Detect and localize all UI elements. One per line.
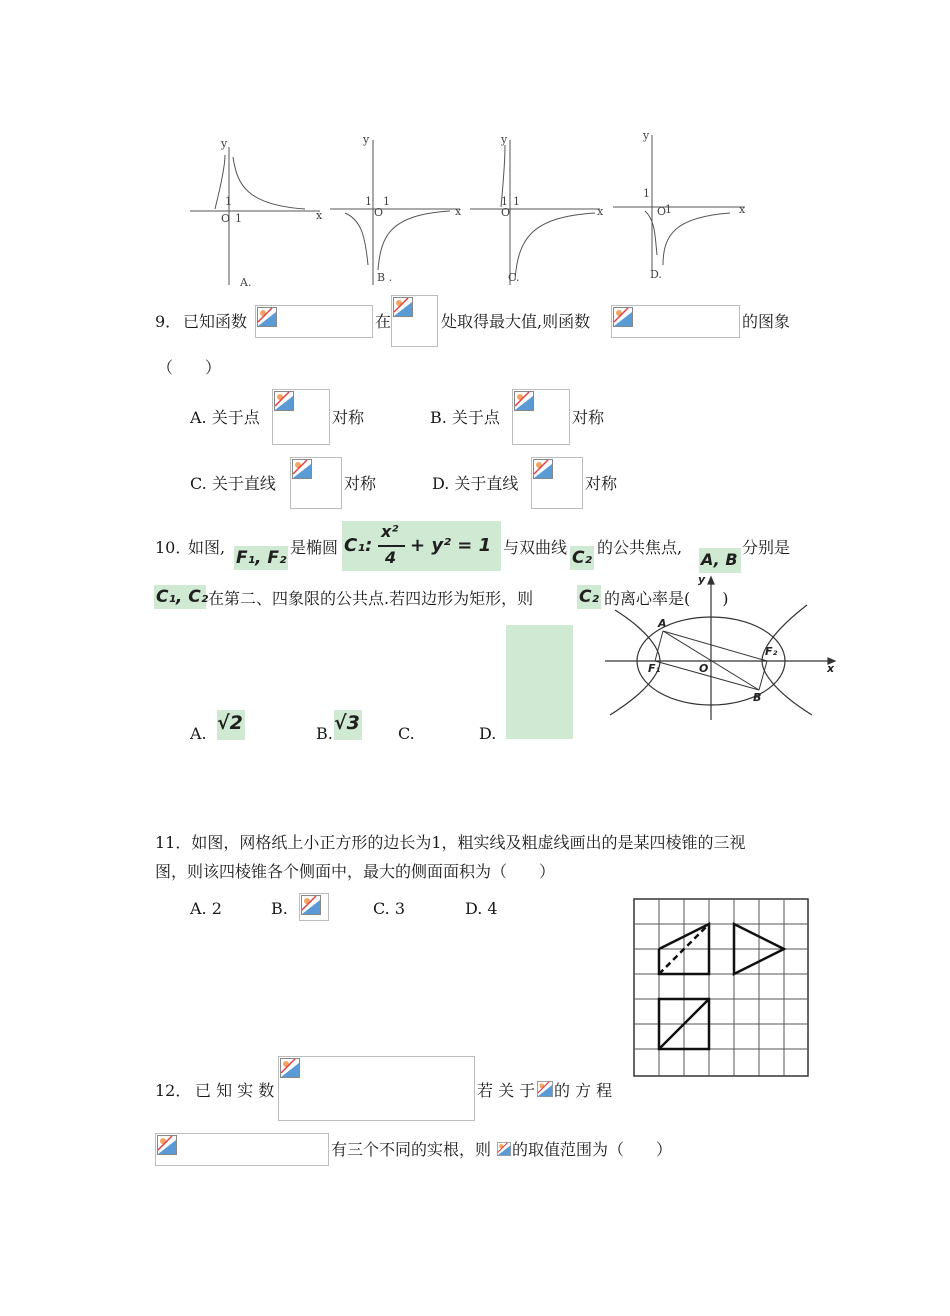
q9-text-2: 在 [375,312,392,331]
q10-fig-f1-label: F₁ [648,662,661,675]
q9-option-b-post: 对称 [572,408,605,427]
q11-option-b-image [299,893,329,921]
q10-text-6: 在第二、四象限的公共点.若四边形为矩形，则 [208,589,534,608]
image-placeholder-icon [533,459,553,479]
q10-text-2: 是椭圆 [290,538,339,557]
q9-option-d-pre: D. 关于直线 [432,474,519,493]
q10-fig-o-label: O [699,662,709,675]
svg-text:1: 1 [501,195,508,208]
q11-option-d: D. 4 [465,899,498,918]
image-placeholder-icon [514,391,534,411]
q8-graphs [185,125,755,295]
q12-variable-image-icon [537,1080,553,1098]
svg-text:1: 1 [365,195,372,208]
svg-text:1: 1 [665,203,672,216]
q9-option-c-pre: C. 关于直线 [190,474,276,493]
q9-point-image [391,295,438,347]
q9-formula-image [255,305,373,338]
q10-fig-f2-label: F₂ [765,645,778,658]
q10-c2: C₂ [572,548,592,568]
q12-text-3: 的 方 程 [554,1081,613,1100]
svg-text:y: y [643,129,650,142]
svg-text:x: x [597,205,604,218]
q11-option-c: C. 3 [373,899,406,918]
q10-option-a-value: √2 [217,712,243,734]
q10-text-1: 如图, [188,538,226,557]
image-placeholder-icon [257,307,277,327]
q10-option-a: A. [190,724,207,743]
svg-text:1: 1 [235,212,242,225]
image-placeholder-icon [613,307,633,327]
q10-option-c: C. [398,724,415,743]
image-placeholder-icon [393,297,413,317]
q10-ellipse-numerator: x² [381,522,399,541]
q10-option-b: B. [316,724,333,743]
q10-fig-y-label: y [698,575,706,586]
svg-text:x: x [316,209,323,222]
q8-option-d-label: D. [650,268,662,281]
q10-ellipse-hyperbola-figure [605,575,840,725]
q10-f1f2: F₁, F₂ [236,548,287,568]
q10-fraction-bar [378,545,405,547]
q9-text-4: 的图象 [742,312,791,331]
image-placeholder-icon [274,391,294,411]
q12-text-2: 若 关 于 [477,1081,536,1100]
q11-option-a: A. 2 [190,899,222,918]
svg-text:1: 1 [643,187,650,200]
q9-option-a-post: 对称 [332,408,365,427]
svg-text:x: x [739,203,746,216]
q9-option-a-pre: A. 关于点 [190,408,260,427]
q10-text-4: 的公共焦点, [597,538,683,557]
q10-ellipse-c1: C₁: [344,535,373,556]
q11-option-b: B. [271,899,288,918]
svg-text:y: y [363,133,370,146]
q10-c1c2: C₁, C₂ [156,587,209,607]
q10-text-5: 分别是 [742,538,791,557]
q10-option-c-image-highlight [506,625,573,739]
q9-function-image [611,305,740,338]
svg-text:y: y [501,133,508,146]
svg-text:O: O [374,206,384,219]
q12-equation-image [155,1133,329,1166]
q10-ab: A, B [701,550,738,569]
q10-c2b: C₂ [579,587,599,607]
q10-text-3: 与双曲线 [503,538,568,557]
q9-option-b-image [512,389,570,445]
q12-param-image-icon [497,1140,511,1158]
q8-option-a-label: A. [240,276,252,289]
image-placeholder-icon [301,895,321,915]
svg-text:O: O [501,206,511,219]
q9-number: 9． [155,312,182,331]
image-placeholder-icon [280,1058,300,1078]
svg-text:O: O [657,205,667,218]
q9-paren: （ ） [157,358,222,377]
q9-option-d-image [531,457,583,509]
q9-option-c-post: 对称 [344,474,377,493]
q12-text-5: 的取值范围为（ ） [512,1140,673,1159]
q10-text-7: 的离心率是( ) [604,589,729,608]
q11-line-2: 图，则该四棱锥各个侧面中，最大的侧面面积为（ ） [155,862,556,881]
svg-text:1: 1 [383,195,390,208]
q10-option-b-value: √3 [334,712,360,734]
q8-option-c-label: C. [508,271,520,284]
q10-fig-b-label: B [753,691,762,704]
svg-text:x: x [455,205,462,218]
svg-text:1: 1 [513,195,520,208]
q11-line-1: 11．如图，网格纸上小正方形的边长为1，粗实线及粗虚线画出的是某四棱锥的三视 [155,833,746,852]
q10-number: 10． [155,538,192,557]
q9-option-b-pre: B. 关于点 [430,408,500,427]
q12-text-4: 有三个不同的实根，则 [331,1140,492,1159]
q10-fig-x-label: x [827,662,835,675]
q12-number: 12． [155,1081,192,1100]
q10-ellipse-denominator: 4 [385,548,397,567]
q12-piecewise-function-image [278,1056,475,1121]
q9-option-c-image [290,457,342,509]
q10-option-d: D. [479,724,497,743]
svg-text:O: O [221,212,231,225]
q10-ellipse-rest: + y² = 1 [410,535,492,556]
q11-three-view-grid [630,895,810,1080]
image-placeholder-icon [292,459,312,479]
q10-fig-a-label: A [658,617,667,630]
q9-option-d-post: 对称 [585,474,618,493]
q12-text-1: 已 知 实 数 [195,1081,275,1100]
q9-text-3: 处取得最大值,则函数 [441,312,591,331]
image-placeholder-icon [157,1135,177,1155]
q9-option-a-image [272,389,330,445]
svg-text:y: y [221,137,228,150]
svg-text:1: 1 [225,195,232,208]
q8-option-b-label: B . [377,271,393,284]
q9-text-1: 已知函数 [183,312,248,331]
